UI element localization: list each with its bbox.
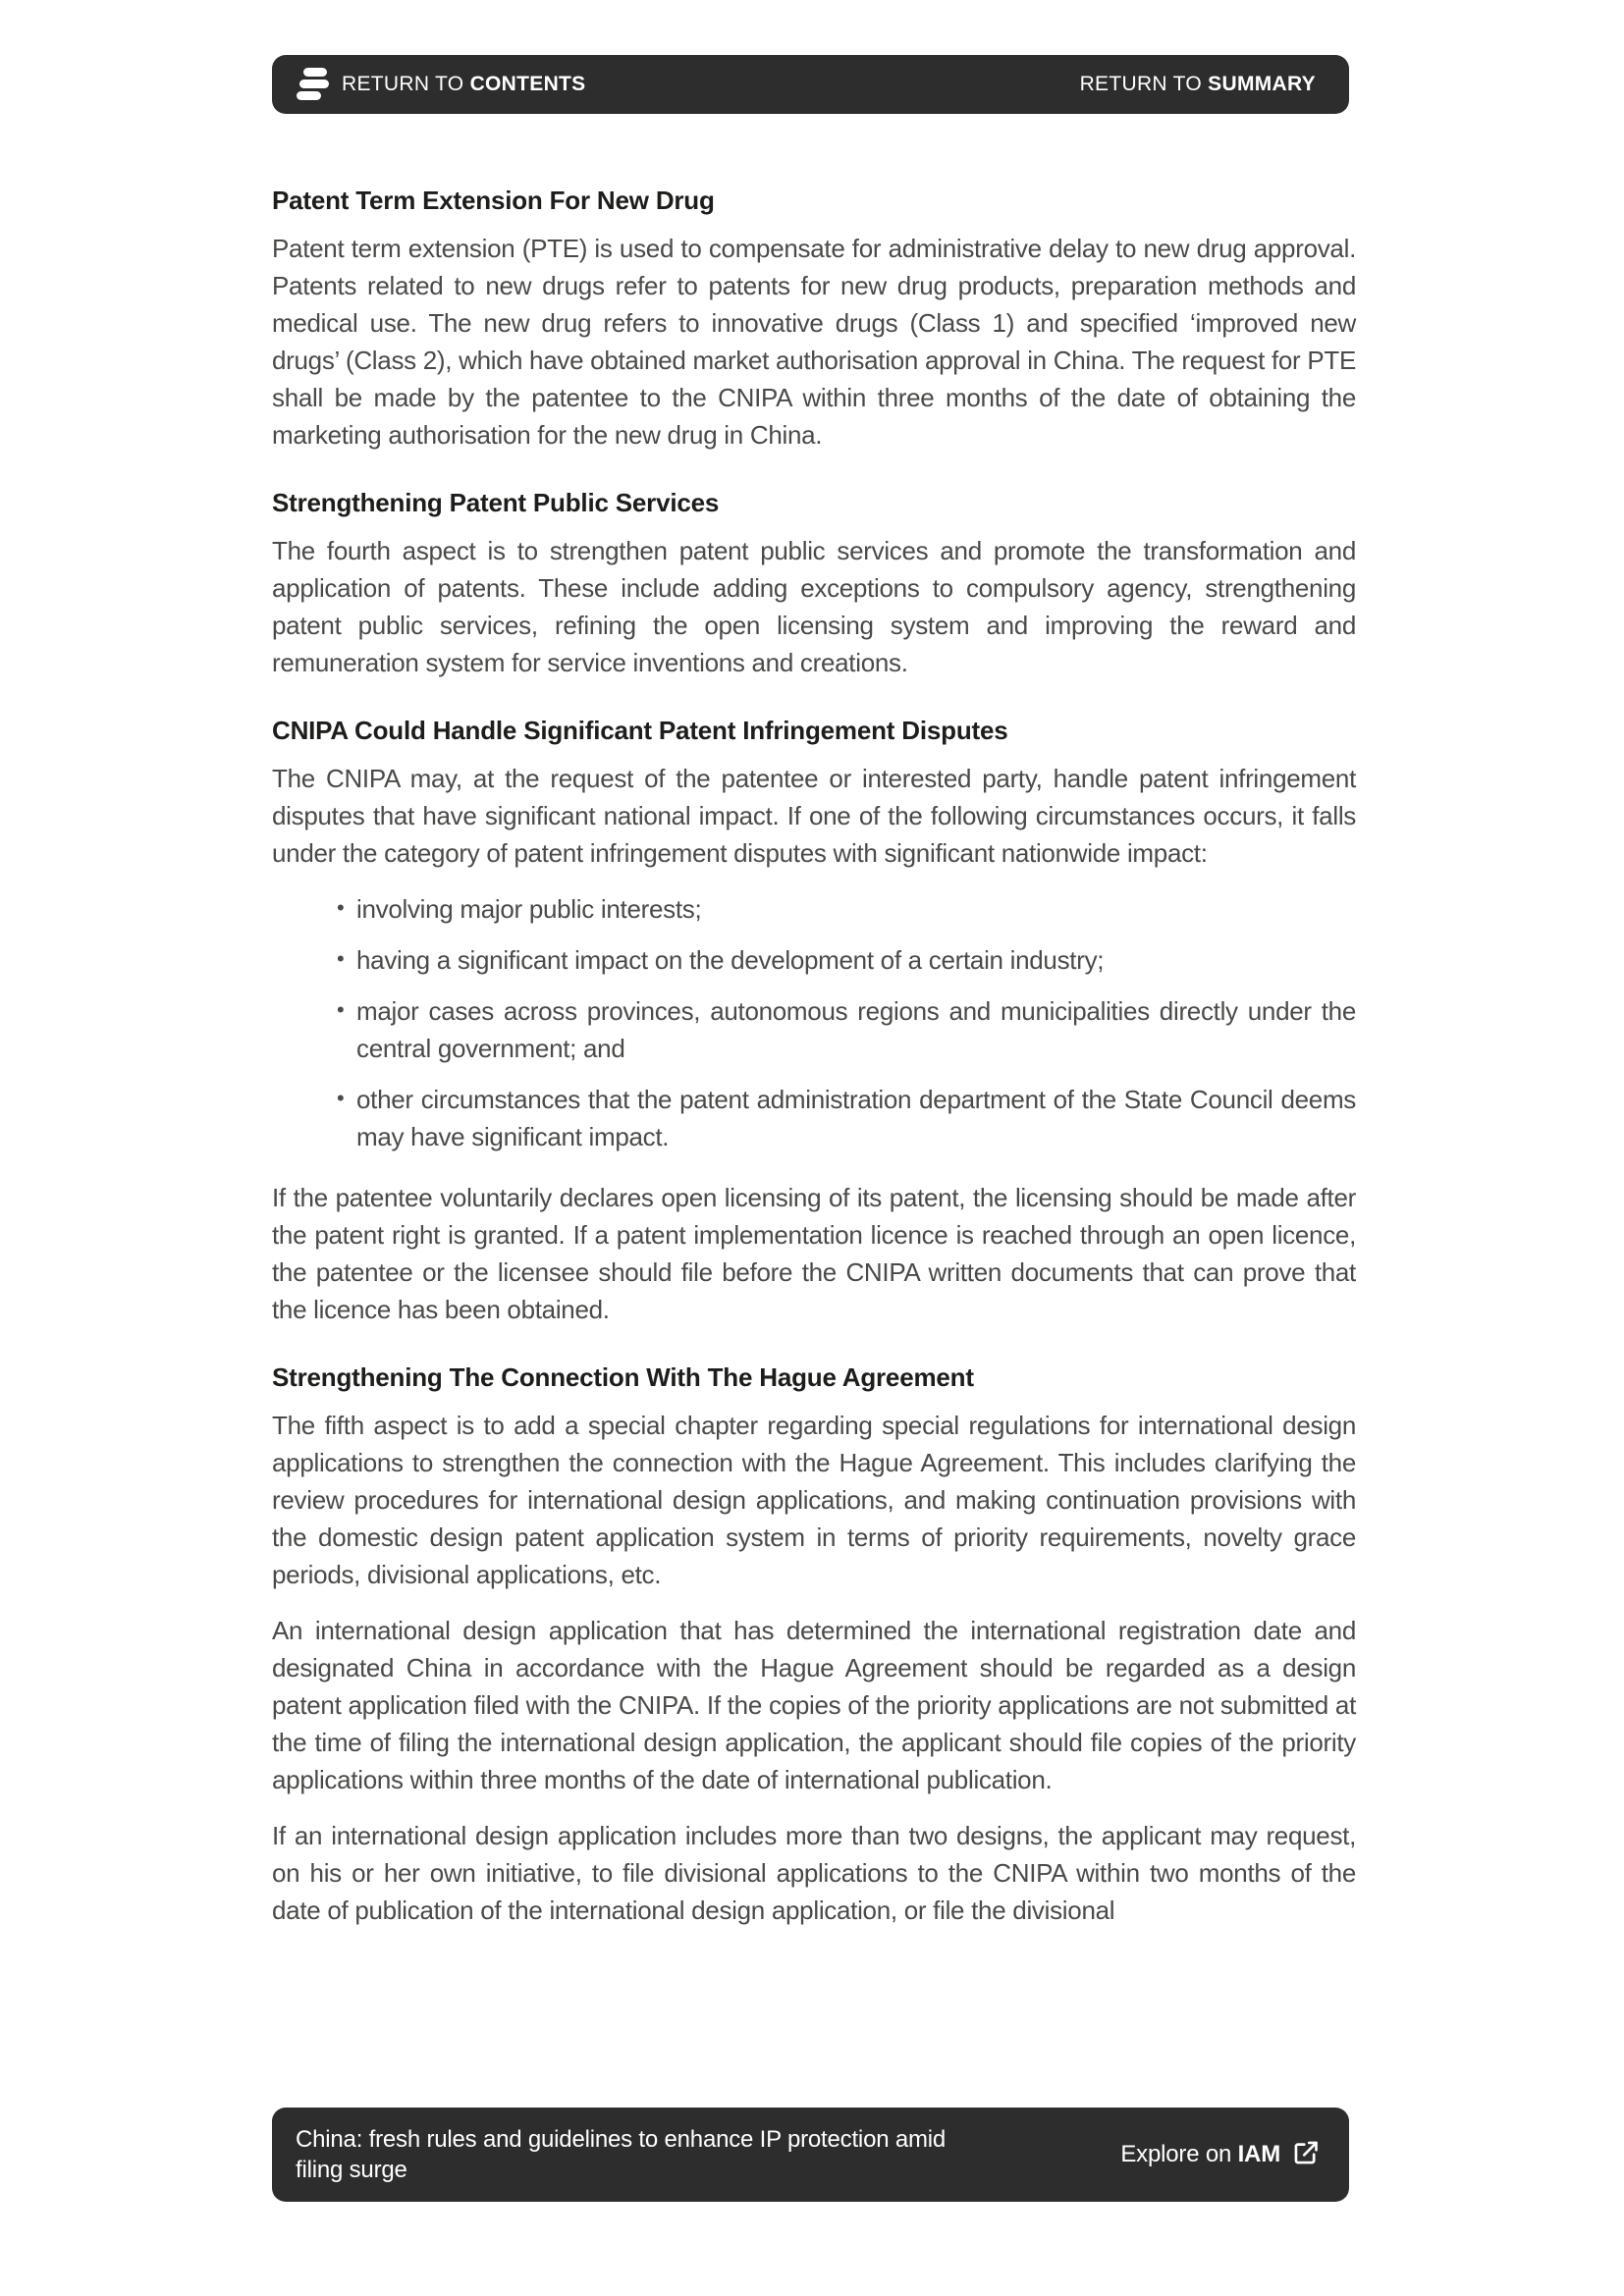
paragraph: The fifth aspect is to add a special chapter regarding special regulations for international design applications to strengthen the connection with the Hague Agreement. This includes clarifying the review procedures for international design applications, and making continuation provisions with the domestic design patent application system in terms of priority requirements, novelty grace periods, divisional applications, etc. (272, 1411, 1356, 1589)
article-content (272, 185, 1356, 1948)
return-to-summary-link[interactable] (1080, 73, 1316, 96)
article-title: China: fresh rules and guidelines to enhance IP protection amid filing surge (296, 2126, 947, 2183)
paragraph: An international design application that has determined the international registration date and designated China in accordance with the Hague Agreement should be regarded as a design patent application filed with the CNIPA. If the copies of the priority applications are not submitted at the time of filing the international design application, the applicant should file copies of the priority applications within three months of the date of international publication. (272, 1616, 1356, 1794)
bullet-item: • having a significant impact on the development of a certain industry; (335, 941, 1356, 979)
contents-list-icon (296, 66, 329, 103)
section-heading-patent-term-extension: Patent Term Extension For New Drug (272, 186, 715, 215)
return-to-contents-link[interactable] (296, 66, 585, 103)
bottom-bar (272, 2108, 1349, 2202)
explore-on-iam-link[interactable] (1120, 2139, 1320, 2171)
return-to-contents-bold: CONTENTS (469, 73, 586, 95)
paragraph: The fourth aspect is to strengthen patent public services and promote the transformation and application of patents. These include adding exceptions to compulsory agency, strengthening patent public services, refining the open licensing system and improving the reward and remuneration system for service inventions and creations. (272, 536, 1356, 677)
top-nav-bar (272, 55, 1349, 114)
paragraph: If an international design application includes more than two designs, the applicant may request, on his or her own initiative, to file divisional applications to the CNIPA within two months of the date of publication of the international design application, or file the divisional (272, 1821, 1356, 1925)
return-to-contents-label (342, 73, 585, 96)
return-to-contents-prefix: RETURN TO (342, 73, 470, 95)
bullet-item: • other circumstances that the patent administration department of the State Council deems may have significant impact. (335, 1081, 1356, 1155)
section-heading-hague-agreement: Strengthening The Connection With The Hague Agreement (272, 1362, 974, 1392)
bullet-item: • involving major public interests; (335, 890, 1356, 928)
bullet-item: • major cases across provinces, autonomous regions and municipalities directly under the central government; and (335, 992, 1356, 1067)
return-to-summary-label (1080, 73, 1316, 96)
section-heading-patent-public-services: Strengthening Patent Public Services (272, 488, 720, 517)
explore-on-iam-label (1120, 2141, 1280, 2168)
iam-brand-bold: IAM (1237, 2141, 1280, 2167)
return-to-summary-bold: SUMMARY (1208, 73, 1316, 95)
paragraph: The CNIPA may, at the request of the patentee or interested party, handle patent infringement disputes that have significant national impact. If one of the following circumstances occurs, it falls under the category of patent infringement disputes with significant nationwide impact: (272, 764, 1356, 868)
explore-on-prefix: Explore on (1120, 2141, 1238, 2167)
paragraph: Patent term extension (PTE) is used to compensate for administrative delay to new drug approval. Patents related to new drugs refer to patents for new drug products, preparation methods and medical use. The new drug refers to innovative drugs (Class 1) and specified ‘improved new drugs’ (Class 2), which have obtained market authorisation approval in China. The request for PTE shall be made by the patentee to the CNIPA within three months of the date of obtaining the marketing authorisation for the new drug in China. (272, 234, 1356, 450)
section-heading-cnipa-disputes: CNIPA Could Handle Significant Patent Infringement Disputes (272, 716, 1008, 745)
external-link-icon (1292, 2139, 1320, 2171)
paragraph: If the patentee voluntarily declares open licensing of its patent, the licensing should be made after the patent right is granted. If a patent implementation licence is reached through an open licence, the patentee or the licensee should file before the CNIPA written documents that can prove that the licence has been obtained. (272, 1183, 1356, 1324)
bullet-list (272, 890, 1356, 1155)
return-to-summary-prefix: RETURN TO (1079, 73, 1209, 95)
